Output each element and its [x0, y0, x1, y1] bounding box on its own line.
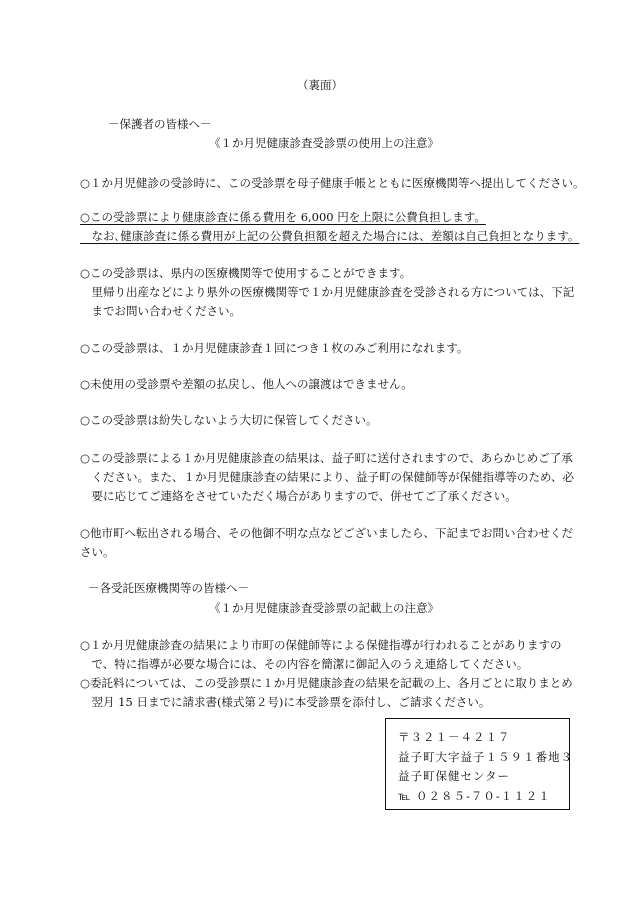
side-label: （裏面）	[297, 78, 343, 92]
phone-number: ℡ ０２８５-７０-１１２１	[398, 789, 551, 803]
usage-note-2-line-2: なお､健康診査に係る費用が上記の公費負担額を超えた場合には、差額は自己負担となります。	[80, 229, 580, 243]
usage-note-4: ○この受診票は、１か月児健康診査１回につき１枚のみご利用になれます。	[80, 341, 469, 355]
usage-note-3-line-1: ○この受診票は、県内の医療機関等で使用することができます。	[80, 266, 412, 280]
entry-note-2-line-2: 翌月 15 日までに請求書(様式第２号)に本受診票を添付し、ご請求ください。	[80, 695, 491, 709]
entry-notes-title: 《１か月児健康診査受診票の記載上の注意》	[209, 601, 439, 615]
usage-notes-title: 《１か月児健康診査受診票の使用上の注意》	[209, 136, 439, 150]
address: 益子町大字益子１５９１番地３	[398, 750, 573, 764]
contact-box	[385, 718, 573, 810]
entry-note-1-line-2: で、特に指導が必要な場合には、その内容を簡潔に御記入のうえ連絡してください。	[80, 657, 529, 671]
guardian-audience: －保護者の皆様へ－	[108, 117, 212, 131]
usage-note-7-line-2: ください。また、１か月児健康診査の結果により、益子町の保健師等が保健指導等のため、必	[80, 470, 575, 484]
usage-note-8-line-2: さい。	[80, 545, 115, 559]
usage-note-2-line-1: ○この受診票により健康診査に係る費用を 6,000 円を上限に公費負担します。	[80, 210, 486, 224]
usage-note-7-line-3: 要に応じてご連絡をさせていただく場合がありますので、併せてご了承ください。	[80, 489, 517, 503]
usage-note-3-line-3: までお問い合わせください。	[80, 304, 241, 318]
usage-note-7-line-1: ○この受診票による１か月児健康診査の結果は、益子町に送付されますので、あらかじめご了承	[80, 451, 573, 465]
entry-note-2-line-1: ○委託料については、この受診票に１か月児健康診査の結果を記載の上、各月ごとに取りまとめ	[80, 676, 573, 690]
postal-code: 〒３２１－４２１７	[398, 730, 511, 744]
usage-note-5: ○未使用の受診票や差額の払戻し、他人への譲渡はできません。	[80, 377, 413, 391]
entry-note-1-line-1: ○１か月児健康診査の結果により市町の保健師等による保健指導が行われることがありますの	[80, 638, 562, 652]
usage-note-8-line-1: ○他市町へ転出される場合、その他御不明な点などございましたら、下記までお問い合わせくだ	[80, 526, 574, 540]
usage-note-3-line-2: 里帰り出産などにより県外の医療機関等で１か月児健康診査を受診される方については、下記	[80, 285, 575, 299]
usage-note-1: ○１か月児健診の受診時に、この受診票を母子健康手帳とともに医療機関等へ提出してください。	[80, 176, 585, 190]
office-name: 益子町保健センター	[398, 769, 511, 783]
usage-note-6: ○この受診票は紛失しないよう大切に保管してください。	[80, 413, 378, 427]
institution-audience: －各受託医療機関等の皆様へ－	[88, 581, 249, 595]
